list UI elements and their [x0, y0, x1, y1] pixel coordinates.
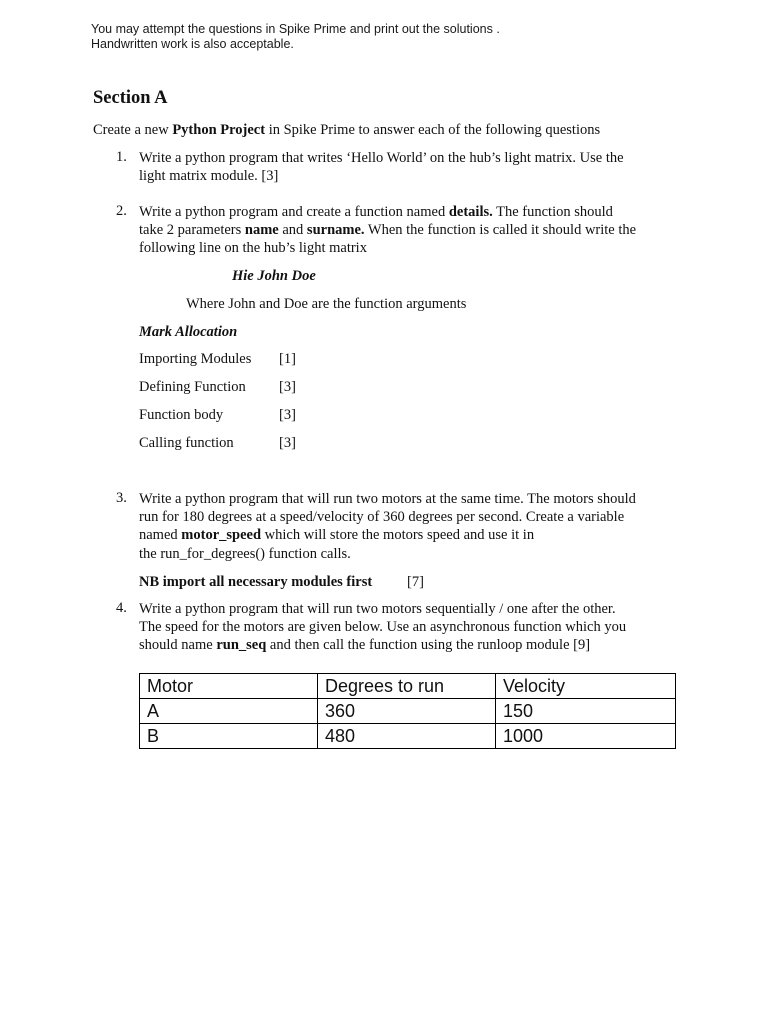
- table-header-row: [140, 674, 676, 699]
- question-3-marks: [7]: [407, 574, 424, 590]
- mark-value: [3]: [279, 435, 296, 451]
- table-header-cell: Degrees to run: [318, 674, 496, 699]
- example-output: Hie John Doe: [232, 268, 316, 284]
- mark-label: Function body: [139, 407, 224, 423]
- table-row: [140, 699, 676, 724]
- question-4-number: 4.: [116, 600, 127, 616]
- section-lead: Create a new Python Project in Spike Prime to answer each of the following questions: [93, 122, 601, 138]
- table-row: [140, 724, 676, 749]
- mark-value: [3]: [279, 407, 296, 423]
- question-2-text: Write a python program and create a function named details. The function should take 2 parameters name and surname. When the function is called it should write the following line on the hub’s light matrix: [139, 204, 637, 257]
- question-1-text: Write a python program that writes ‘Hello World’ on the hub’s light matrix. Use the light matrix module. [3]: [139, 150, 624, 185]
- question-3-number: 3.: [116, 490, 127, 506]
- mark-label: Calling function: [139, 435, 234, 451]
- table-cell: B: [140, 724, 318, 749]
- intro-line-1: You may attempt the questions in Spike Prime and print out the solutions .: [91, 22, 500, 36]
- question-2-number: 2.: [116, 203, 127, 219]
- mark-label: Importing Modules: [139, 351, 252, 367]
- table-cell: 480: [318, 724, 496, 749]
- motor-table: [139, 673, 676, 749]
- mark-value: [3]: [279, 379, 296, 395]
- question-3-text: Write a python program that will run two motors at the same time. The motors should run for 180 degrees at a speed/velocity of 360 degrees per second. Create a variable named motor_speed which will store the motors speed and use it in the run_for_degrees() function calls.: [139, 491, 636, 562]
- mark-label: Defining Function: [139, 379, 246, 395]
- example-explanation: Where John and Doe are the function arguments: [186, 296, 467, 312]
- table-cell: 1000: [496, 724, 676, 749]
- question-3-note: NB import all necessary modules first: [139, 574, 373, 590]
- table-cell: 150: [496, 699, 676, 724]
- section-title: Section A: [93, 88, 168, 108]
- intro-line-2: Handwritten work is also acceptable.: [91, 37, 294, 51]
- mark-value: [1]: [279, 351, 296, 367]
- table-header-cell: Velocity: [496, 674, 676, 699]
- mark-allocation-title: Mark Allocation: [139, 324, 238, 340]
- question-1-number: 1.: [116, 149, 127, 165]
- question-4-text: Write a python program that will run two motors sequentially / one after the other. The speed for the motors are given below. Use an asynchronous function which you should name run_seq and then call the function using the runloop module [9]: [139, 601, 627, 654]
- table-cell: A: [140, 699, 318, 724]
- table-header-cell: Motor: [140, 674, 318, 699]
- table-cell: 360: [318, 699, 496, 724]
